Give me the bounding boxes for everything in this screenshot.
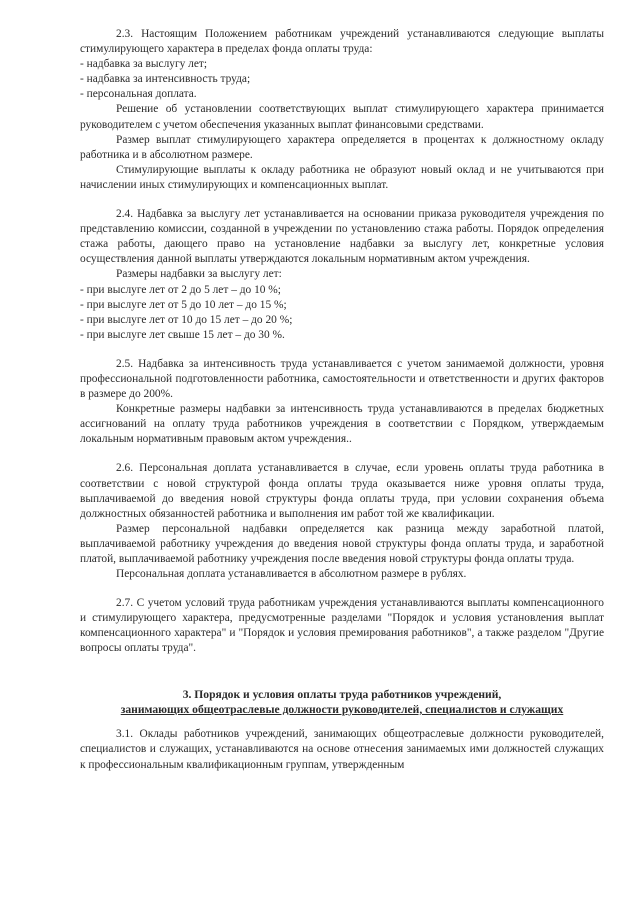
paragraph-2-4-sizes-title: Размеры надбавки за выслугу лет: [116, 268, 282, 281]
paragraph-2-5: 2.5. Надбавка за интенсивность труда устанавливается с учетом занимаемой должности, уровня профессиональной подготовленности работника, самостоятельности и ответственности и других факторов в размере до 200%. [80, 357, 604, 401]
list-item: - при выслуге лет от 2 до 5 лет – до 10 %; [80, 283, 281, 296]
list-item: - надбавка за выслугу лет; [80, 58, 208, 71]
spacer [80, 343, 604, 357]
section-3-heading-line1: 3. Порядок и условия оплаты труда работников учреждений, [182, 687, 502, 701]
list-item: - надбавка за интенсивность труда; [80, 73, 251, 86]
paragraph-3-1: 3.1. Оклады работников учреждений, занимающих общеотраслевые должности руководителей, специалистов и служащих, устанавливаются на основе отнесения занимаемых ими должностей служащих к профессиональным квалификационным группам, утвержденным [80, 728, 604, 771]
section-3-heading [80, 687, 604, 718]
spacer [80, 717, 604, 727]
list-item: - при выслуге лет свыше 15 лет – до 30 %. [80, 328, 285, 341]
paragraph-2-3-size: Размер выплат стимулирующего характера определяется в процентах к должностному окладу работника и в абсолютном размере. [80, 133, 604, 161]
list-item: - при выслуге лет от 10 до 15 лет – до 20 %; [80, 313, 293, 326]
paragraph-2-6: 2.6. Персональная доплата устанавливается в случае, если уровень оплаты труда работника в соответствии с новой структурой фонда оплаты труда оказывается ниже уровня оплаты труда, выплачиваемой до введения новой структуры фонда оплаты труда, при условии сохранения объема должностных обязанностей работника и выполнения им работ той же квалификации. [80, 462, 604, 520]
paragraph-2-3-note: Стимулирующие выплаты к окладу работника не образуют новый оклад и не учитываются при начислении иных стимулирующих и компенсационных выплат. [80, 163, 604, 191]
section-3-heading-line2: занимающих общеотраслевые должности руководителей, специалистов и служащих [120, 702, 564, 716]
paragraph-2-5-sizes: Конкретные размеры надбавки за интенсивность труда устанавливаются в пределах бюджетных ассигнований на оплату труда работников учреждения в соответствии с Порядком, утверждаемым локальным нормативным правовым актом учреждения.. [80, 403, 604, 446]
spacer [80, 657, 604, 687]
paragraph-2-7: 2.7. С учетом условий труда работникам учреждения устанавливаются выплаты компенсационного и стимулирующего характера, предусмотренные разделами "Порядок и условия установления выплат компенсационного характера" и "Порядок и условия премирования работников", а также разделом "Другие вопросы оплаты труда". [80, 597, 604, 655]
paragraph-2-3-decision: Решение об установлении соответствующих выплат стимулирующего характера принимается руководителем с учетом обеспечения указанных выплат финансовыми средствами. [80, 103, 604, 131]
list-item: - персональная доплата. [80, 88, 197, 101]
list-item: - при выслуге лет от 5 до 10 лет – до 15 %; [80, 298, 287, 311]
paragraph-2-4: 2.4. Надбавка за выслугу лет устанавливается на основании приказа руководителя учреждения по представлению комиссии, созданной в учреждении по установлению стажа работы. Порядок определения стажа работы, дающего право на установление надбавки за выслугу лет, конкретные условия осуществления данной выплаты утверждаются локальным нормативным актом учреждения. [80, 208, 604, 266]
spacer [80, 582, 604, 596]
spacer [80, 193, 604, 207]
paragraph-2-6-size: Размер персональной надбавки определяется как разница между заработной платой, выплачиваемой работнику учреждения до введения новой структуры фонда оплаты труда, и заработной платой, выплачиваемой работнику учреждения после введения новой структуры фонда оплаты труда. [80, 522, 604, 565]
paragraph-2-3-intro: 2.3. Настоящим Положением работникам учреждений устанавливаются следующие выплаты стимулирующего характера в пределах фонда оплаты труда: [80, 28, 604, 56]
spacer [80, 447, 604, 461]
paragraph-2-6-absolute: Персональная доплата устанавливается в абсолютном размере в рублях. [116, 568, 467, 581]
